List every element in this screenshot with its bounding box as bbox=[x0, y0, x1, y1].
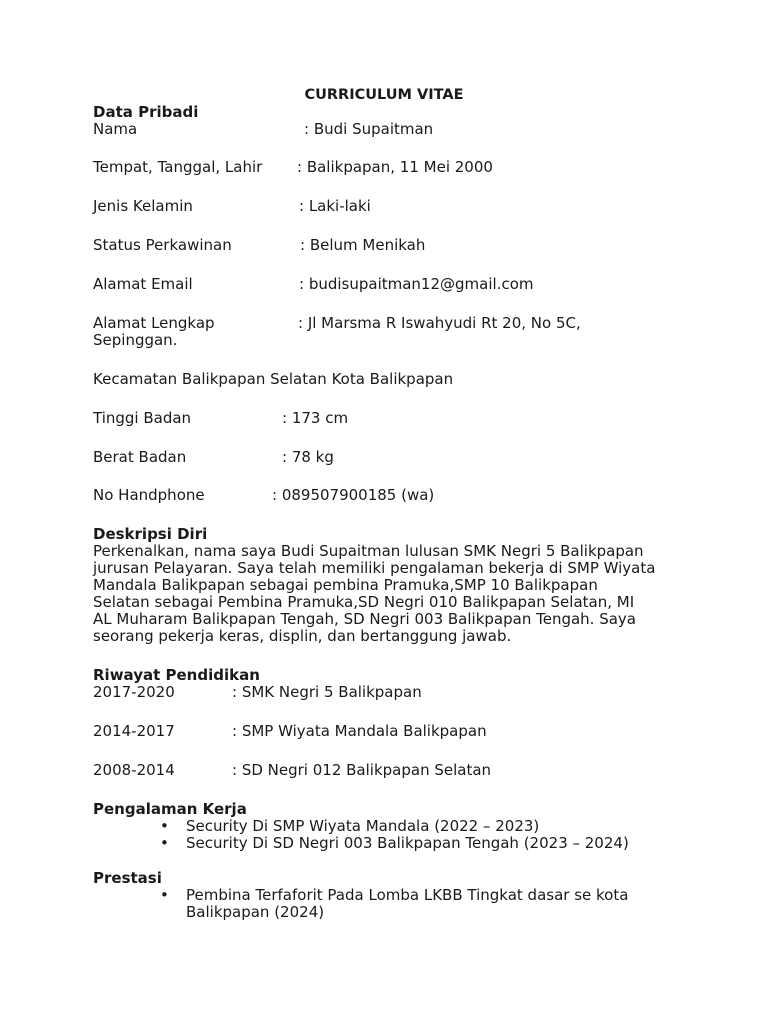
field-label-name: Nama bbox=[93, 120, 138, 138]
field-label-phone: No Handphone bbox=[93, 486, 205, 504]
experience-item: Security Di SD Negri 003 Balikpapan Tengah (2023 – 2024) bbox=[186, 834, 629, 852]
field-label-address: Alamat Lengkap bbox=[93, 314, 215, 332]
achievement-item-line1: Pembina Terfaforit Pada Lomba LKBB Tingkat dasar se kota bbox=[186, 886, 629, 904]
field-label-gender: Jenis Kelamin bbox=[93, 197, 193, 215]
education-school: : SMP Wiyata Mandala Balikpapan bbox=[232, 722, 487, 740]
achievement-item-line2: Balikpapan (2024) bbox=[186, 903, 325, 921]
description-line: seorang pekerja keras, displin, dan bertanggung jawab. bbox=[93, 627, 512, 645]
document-title: CURRICULUM VITAE bbox=[304, 87, 464, 103]
field-value-email: : budisupaitman12@gmail.com bbox=[299, 275, 534, 293]
field-value-birth: : Balikpapan, 11 Mei 2000 bbox=[297, 158, 493, 176]
field-value-district: Kecamatan Balikpapan Selatan Kota Balikpapan bbox=[93, 370, 454, 388]
experience-item: Security Di SMP Wiyata Mandala (2022 – 2023) bbox=[186, 817, 540, 835]
description-line: jurusan Pelayaran. Saya telah memiliki pengalaman bekerja di SMP Wiyata bbox=[93, 559, 656, 577]
field-label-birth: Tempat, Tanggal, Lahir bbox=[93, 158, 263, 176]
description-line: Mandala Balikpapan sebagai pembina Pramuka,SMP 10 Balikpapan bbox=[93, 576, 598, 594]
field-value-gender: : Laki-laki bbox=[299, 197, 371, 215]
bullet-icon: • bbox=[160, 886, 169, 904]
field-label-height: Tinggi Badan bbox=[93, 409, 192, 427]
education-period: 2017-2020 bbox=[93, 683, 175, 701]
section-heading-achievements: Prestasi bbox=[93, 869, 162, 887]
field-value-address: : Jl Marsma R Iswahyudi Rt 20, No 5C, bbox=[298, 314, 581, 332]
education-school: : SD Negri 012 Balikpapan Selatan bbox=[232, 761, 492, 779]
field-value-address-continued: Sepinggan. bbox=[93, 331, 178, 349]
section-heading-description: Deskripsi Diri bbox=[93, 525, 208, 543]
education-period: 2008-2014 bbox=[93, 761, 175, 779]
section-heading-personal: Data Pribadi bbox=[93, 103, 199, 121]
education-period: 2014-2017 bbox=[93, 722, 175, 740]
field-value-weight: : 78 kg bbox=[282, 448, 334, 466]
description-line: Selatan sebagai Pembina Pramuka,SD Negri 010 Balikpapan Selatan, MI bbox=[93, 593, 635, 611]
field-label-marital-status: Status Perkawinan bbox=[93, 236, 232, 254]
description-line: AL Muharam Balikpapan Tengah, SD Negri 003 Balikpapan Tengah. Saya bbox=[93, 610, 636, 628]
bullet-icon: • bbox=[160, 817, 169, 835]
field-label-email: Alamat Email bbox=[93, 275, 193, 293]
section-heading-education: Riwayat Pendidikan bbox=[93, 666, 260, 684]
bullet-icon: • bbox=[160, 834, 169, 852]
field-value-phone: : 089507900185 (wa) bbox=[272, 486, 435, 504]
field-value-marital-status: : Belum Menikah bbox=[300, 236, 426, 254]
field-value-height: : 173 cm bbox=[282, 409, 349, 427]
field-label-weight: Berat Badan bbox=[93, 448, 187, 466]
field-value-name: : Budi Supaitman bbox=[304, 120, 434, 138]
section-heading-experience: Pengalaman Kerja bbox=[93, 800, 247, 818]
education-school: : SMK Negri 5 Balikpapan bbox=[232, 683, 422, 701]
description-line: Perkenalkan, nama saya Budi Supaitman lulusan SMK Negri 5 Balikpapan bbox=[93, 542, 644, 560]
